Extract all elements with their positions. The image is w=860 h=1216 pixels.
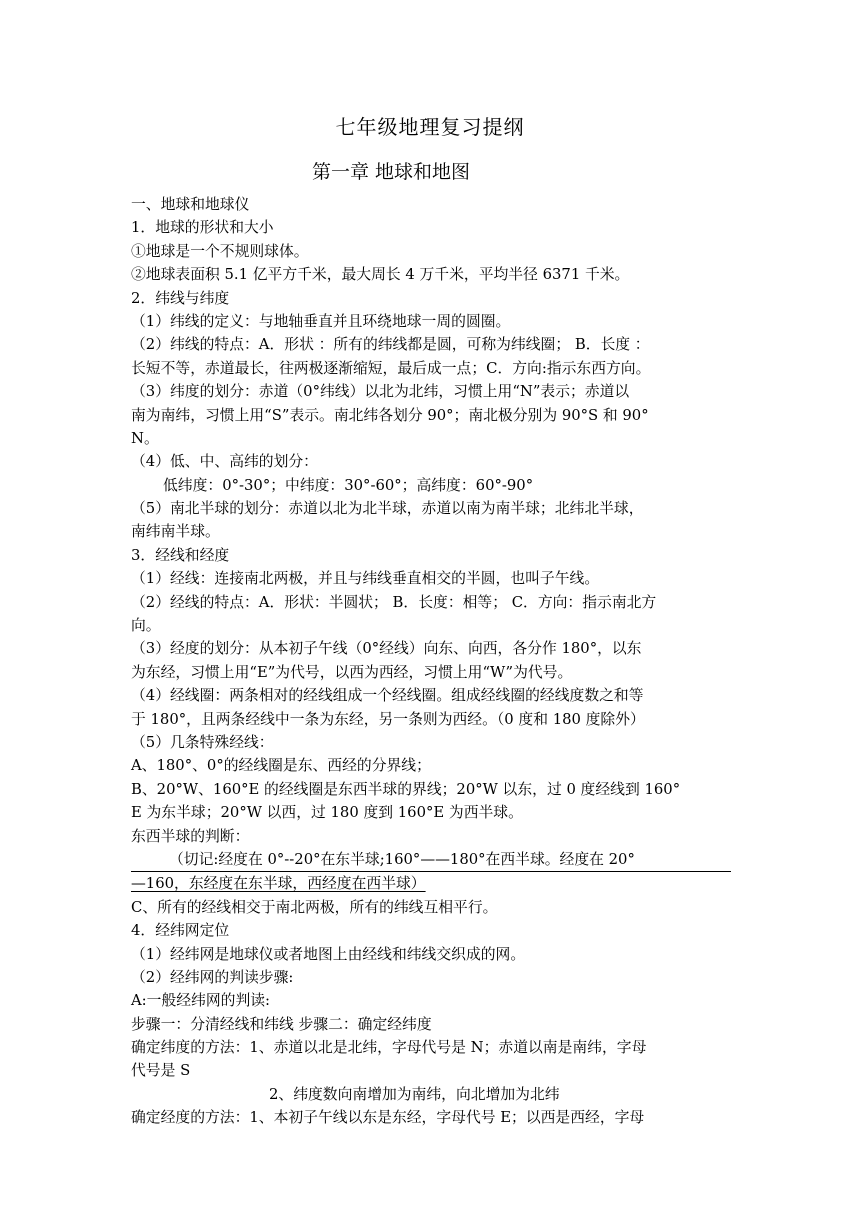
section-heading: 一、地球和地球仪: [131, 196, 250, 213]
subsection-heading: 1．地球的形状和大小: [131, 219, 274, 237]
text-line: 于 180°，且两条经线中一条为东经，另一条则为西经。（0 度和 180 度除外）: [131, 710, 645, 728]
text-line: 确定纬度的方法：1、赤道以北是北纬，字母代号是 N；赤道以南是南纬，字母: [131, 1039, 647, 1057]
text-line: （2）经纬网的判读步骤:: [131, 968, 294, 986]
text-line: （1）纬线的定义：与地轴垂直并且环绕地球一周的圆圈。: [131, 312, 511, 330]
text-line: N。: [131, 429, 159, 447]
text-line: 2、纬度数向南增加为南纬，向北增加为北纬: [269, 1085, 560, 1103]
text-line: （3）经度的划分：从本初子午线（0°经线）向东、向西，各分作 180°，以东: [131, 640, 642, 658]
text-line: （5）几条特殊经线：: [131, 733, 274, 751]
text-line: （2）纬线的特点：A．形状 ：所有的纬线都是圆，可称为纬线圈； B．长度 ：: [131, 336, 650, 354]
text-line: C、所有的经线相交于南北两极，所有的纬线互相平行。: [131, 898, 498, 916]
text-line: 确定经度的方法：1、本初子午线以东是东经，字母代号 E；以西是西经，字母: [131, 1109, 645, 1127]
text-line: A、180°、0°的经线圈是东、西经的分界线；: [131, 757, 431, 775]
text-line: E 为东半球；20°W 以西，过 180 度到 160°E 为西半球。: [131, 804, 523, 822]
text-line: 南纬南半球。: [131, 523, 220, 541]
text-line: 南为南纬，习惯上用“S”表示。南北纬各划分 90°；南北极分别为 90°S 和 90°: [131, 406, 649, 424]
text-line: （2）经线的特点：A．形状：半圆状； B．长度：相等； C．方向：指示南北方: [131, 593, 657, 611]
text-line: 代号是 S: [131, 1062, 191, 1080]
text-line: ①地球是一个不规则球体。: [131, 242, 309, 260]
text-line: 东西半球的判断：: [131, 827, 250, 845]
underlined-note: [131, 872, 731, 895]
subsection-heading: 2．纬线与纬度: [131, 289, 230, 307]
text-line: （1）经线：连接南北两极，并且与纬线垂直相交的半圆，也叫子午线。: [131, 570, 600, 588]
underlined-note: （切记:经度在 0°--20°在东半球;160°——180°在西半球。经度在 20°: [131, 848, 731, 872]
text-line: B、20°W、160°E 的经线圈是东西半球的界线；20°W 以东，过 0 度经线到 160°: [131, 780, 681, 798]
text-line: A:一般经纬网的判读:: [131, 992, 271, 1010]
document-title: 七年级地理复习提纲: [335, 115, 525, 139]
text-line: （3）纬度的划分：赤道（0°纬线）以北为北纬，习惯上用“N”表示；赤道以: [131, 383, 630, 401]
chapter-title: 第一章 地球和地图: [312, 161, 471, 183]
text-line: 步骤一：分清经线和纬线 步骤二：确定经纬度: [131, 1015, 432, 1033]
underlined-note-text: —160，东经度在东半球，西经度在西半球）: [131, 875, 426, 893]
text-line: ②地球表面积 5.1 亿平方千米，最大周长 4 万千米，平均半径 6371 千米。: [131, 266, 630, 284]
text-line: （4）经线圈：两条相对的经线组成一个经线圈。组成经线圈的经线度数之和等: [131, 687, 644, 705]
text-line: （4）低、中、高纬的划分：: [131, 453, 318, 471]
document-body: [131, 193, 731, 1130]
subsection-heading: 4．经纬网定位: [131, 922, 230, 940]
text-line: 为东经，习惯上用“E”为代号，以西为西经，习惯上用“W”为代号。: [131, 663, 573, 681]
text-line: （1）经纬网是地球仪或者地图上由经线和纬线交织成的网。: [131, 945, 526, 963]
subsection-heading: 3．经线和经度: [131, 546, 230, 564]
text-line: （5）南北半球的划分：赤道以北为北半球，赤道以南为南半球；北纬北半球，: [131, 500, 644, 518]
text-line: 长短不等，赤道最长，往两极逐渐缩短，最后成一点；C．方向:指示东西方向。: [131, 359, 651, 377]
text-line: 向。: [131, 617, 161, 635]
text-line: 低纬度：0°-30°；中纬度：30°-60°；高纬度：60°-90°: [163, 476, 534, 494]
